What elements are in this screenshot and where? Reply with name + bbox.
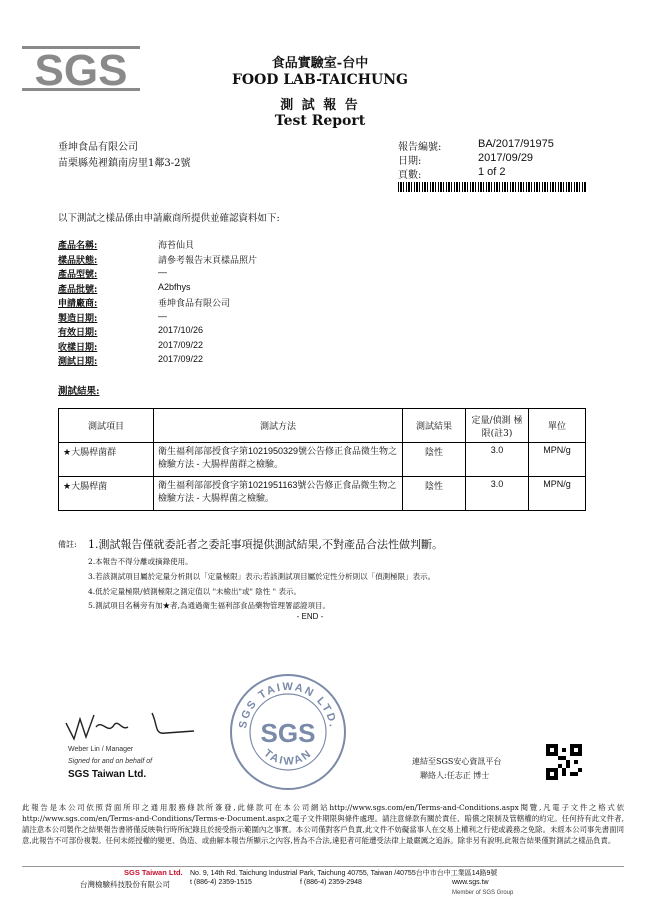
test-method: 衛生福利部部授食字第1021951163號公告修正食品微生物之檢驗方法 - 大腸桿菌之檢驗。 xyxy=(154,477,403,511)
sample-row xyxy=(58,296,358,311)
sample-value: 請參考報告末頁樣品照片 xyxy=(158,254,258,265)
footer-divider xyxy=(22,866,624,867)
sample-label: 申請廠商: xyxy=(58,299,98,309)
signer-company: SGS Taiwan Ltd. xyxy=(68,769,147,780)
footer-website[interactable]: www.sgs.tw xyxy=(452,879,489,886)
sample-value: 2017/09/22 xyxy=(158,339,204,350)
column-header: 測試項目 xyxy=(59,409,154,443)
column-header: 測試結果 xyxy=(403,409,466,443)
client-address: 苗栗縣苑裡鎮南房里1鄰3-2號 xyxy=(58,158,191,169)
sample-value: 2017/10/26 xyxy=(158,325,204,335)
sample-label: 有效日期: xyxy=(58,328,98,338)
end-marker: - END - xyxy=(296,612,324,621)
report-date: 2017/09/29 xyxy=(478,152,534,164)
table-row xyxy=(59,477,586,511)
test-item: ★大腸桿菌 xyxy=(59,477,154,511)
note-3: 3.若該測試項目屬於定量分析則以「定量極限」表示;若該測試項目屬於定性分析則以「偵測極限」表示。 xyxy=(88,572,436,581)
page-number: 1 of 2 xyxy=(478,166,506,178)
sample-value: 垂坤食品有限公司 xyxy=(158,298,231,308)
footer-company-cn: 台灣檢驗科技股份有限公司 xyxy=(80,880,170,889)
stamp-center-text: SGS xyxy=(260,718,316,748)
sample-value: 2017/09/22 xyxy=(158,354,204,364)
column-header: 單位 xyxy=(529,409,586,443)
contact-person: 聯絡人:任志正 博士 xyxy=(420,771,490,780)
table-row xyxy=(59,443,586,477)
sample-row xyxy=(58,311,358,326)
sample-label: 樣品狀態: xyxy=(58,255,98,266)
sample-row xyxy=(58,267,358,282)
client-name: 垂坤食品有限公司 xyxy=(58,142,138,153)
test-item: ★大腸桿菌群 xyxy=(59,443,154,477)
sample-row xyxy=(58,340,358,355)
test-method: 衛生福利部部授食字第1021950329號公告修正食品微生物之檢驗方法 - 大腸桿菌群之檢驗。 xyxy=(154,443,403,477)
footer-address: No. 9, 14th Rd. Taichung Industrial Park, Taichung 40755, Taiwan /40755台中市台中工業區14路9號 xyxy=(190,870,498,877)
sample-value: — xyxy=(158,310,167,321)
footer-fax: f (886-4) 2359-2948 xyxy=(300,879,362,886)
report-title-en: Test Report xyxy=(274,113,366,129)
test-unit: MPN/g xyxy=(529,443,586,477)
table-header-row xyxy=(59,409,586,443)
footer-member: Member of SGS Group xyxy=(452,890,514,896)
disclaimer-text: 此報告是本公司依照背面所印之通用服務條款所簽發,此條款可在本公司網站http://www.sgs.com/en/Terms-and-Conditions.aspx閱覽,凡電子文件之格式依http://www.sgs.com/en/Terms-and-Conditions/Terms-e-Document.aspx之電子文件期限與條件處理。請注意條款有關於責任、賠償之限制及管轄權的約定。任何持有此文件者,請注意本公司製作之結果報告書將僅反映執行時所紀錄且於接受指示範圍內之事實。本公司僅對客戶負責,此文件不妨礙當事人在交易上權利之行使或義務之免除。未經本公司事先書面同意,此報告不可部份複製。任何未經授權的變更、偽造、或曲解本報告所顯示之內容,皆為不合法,違犯者可能遭受法律上最嚴厲之追訴。除非另有說明,此報告結果僅對測試之樣品負責。 xyxy=(22,803,624,845)
stamp-bottom-text: TAIWAN xyxy=(261,747,315,768)
footer-phone: t (886-4) 2359-1515 xyxy=(190,879,252,886)
report-date-label: 日期: xyxy=(398,156,422,167)
contact-link-text[interactable]: 連結至SGS安心資訊平台 xyxy=(412,757,502,766)
note-5: 5.測試項目名稱旁有加★者,為通過衛生福利部食品藥物管理署認證項目。 xyxy=(88,601,331,610)
lab-name-en: FOOD LAB-TAICHUNG xyxy=(231,72,409,88)
test-result: 陰性 xyxy=(403,443,466,477)
sample-row xyxy=(58,282,358,297)
test-result: 陰性 xyxy=(403,477,466,511)
stamp-top-text: SGS TAIWAN LTD. xyxy=(237,680,339,730)
sample-label: 產品批號: xyxy=(58,284,98,295)
signed-on-behalf: Signed for and on behalf of xyxy=(68,758,153,765)
sample-row xyxy=(58,354,358,369)
sample-row xyxy=(58,325,358,340)
sample-label: 收樣日期: xyxy=(58,342,98,353)
signature-image xyxy=(62,705,202,745)
sample-value: 海苔仙貝 xyxy=(158,240,195,250)
sgs-stamp xyxy=(228,672,348,792)
sample-label: 測試日期: xyxy=(58,357,98,367)
report-barcode xyxy=(398,182,586,192)
page-label: 頁數: xyxy=(398,170,422,181)
results-heading: 測試結果: xyxy=(58,386,100,397)
column-header: 定量/偵測 極限(註3) xyxy=(466,409,529,443)
note-4: 4.低於定量極限/偵測極限之測定值以 "未檢出"或" 陰性 " 表示。 xyxy=(88,587,302,596)
test-limit: 3.0 xyxy=(466,477,529,511)
footer-company: SGS Taiwan Ltd. xyxy=(124,868,183,877)
note-1: 1.測試報告僅就委託者之委託事項提供測試結果,不對產品合法性做判斷。 xyxy=(88,538,443,551)
intro-text: 以下測試之樣品係由申請廠商所提供並確認資料如下: xyxy=(58,213,280,224)
sample-row xyxy=(58,238,358,253)
sgs-logo xyxy=(22,40,142,100)
sample-info xyxy=(58,238,358,369)
signer-name: Weber Lin / Manager xyxy=(68,746,134,753)
report-number: BA/2017/91975 xyxy=(478,138,554,150)
lab-name-cn: 食品實驗室-台中 xyxy=(271,56,369,71)
column-header: 測試方法 xyxy=(154,409,403,443)
logo-text: SGS xyxy=(34,46,128,95)
sample-label: 產品名稱: xyxy=(58,241,98,251)
report-title-cn: 測 試 報 告 xyxy=(280,98,360,113)
note-2: 2.本報告不得分離或摘錄使用。 xyxy=(88,557,193,566)
test-limit: 3.0 xyxy=(466,443,529,477)
test-unit: MPN/g xyxy=(529,477,586,511)
qr-code[interactable] xyxy=(546,744,582,780)
sample-label: 製造日期: xyxy=(58,313,98,324)
results-table xyxy=(58,408,586,511)
report-number-label: 報告編號: xyxy=(398,142,442,153)
sample-row xyxy=(58,253,358,268)
sample-label: 產品型號: xyxy=(58,270,98,280)
notes-label: 備註: xyxy=(58,540,77,549)
sample-value: A2bfhys xyxy=(158,281,191,292)
sample-value: — xyxy=(158,267,167,277)
